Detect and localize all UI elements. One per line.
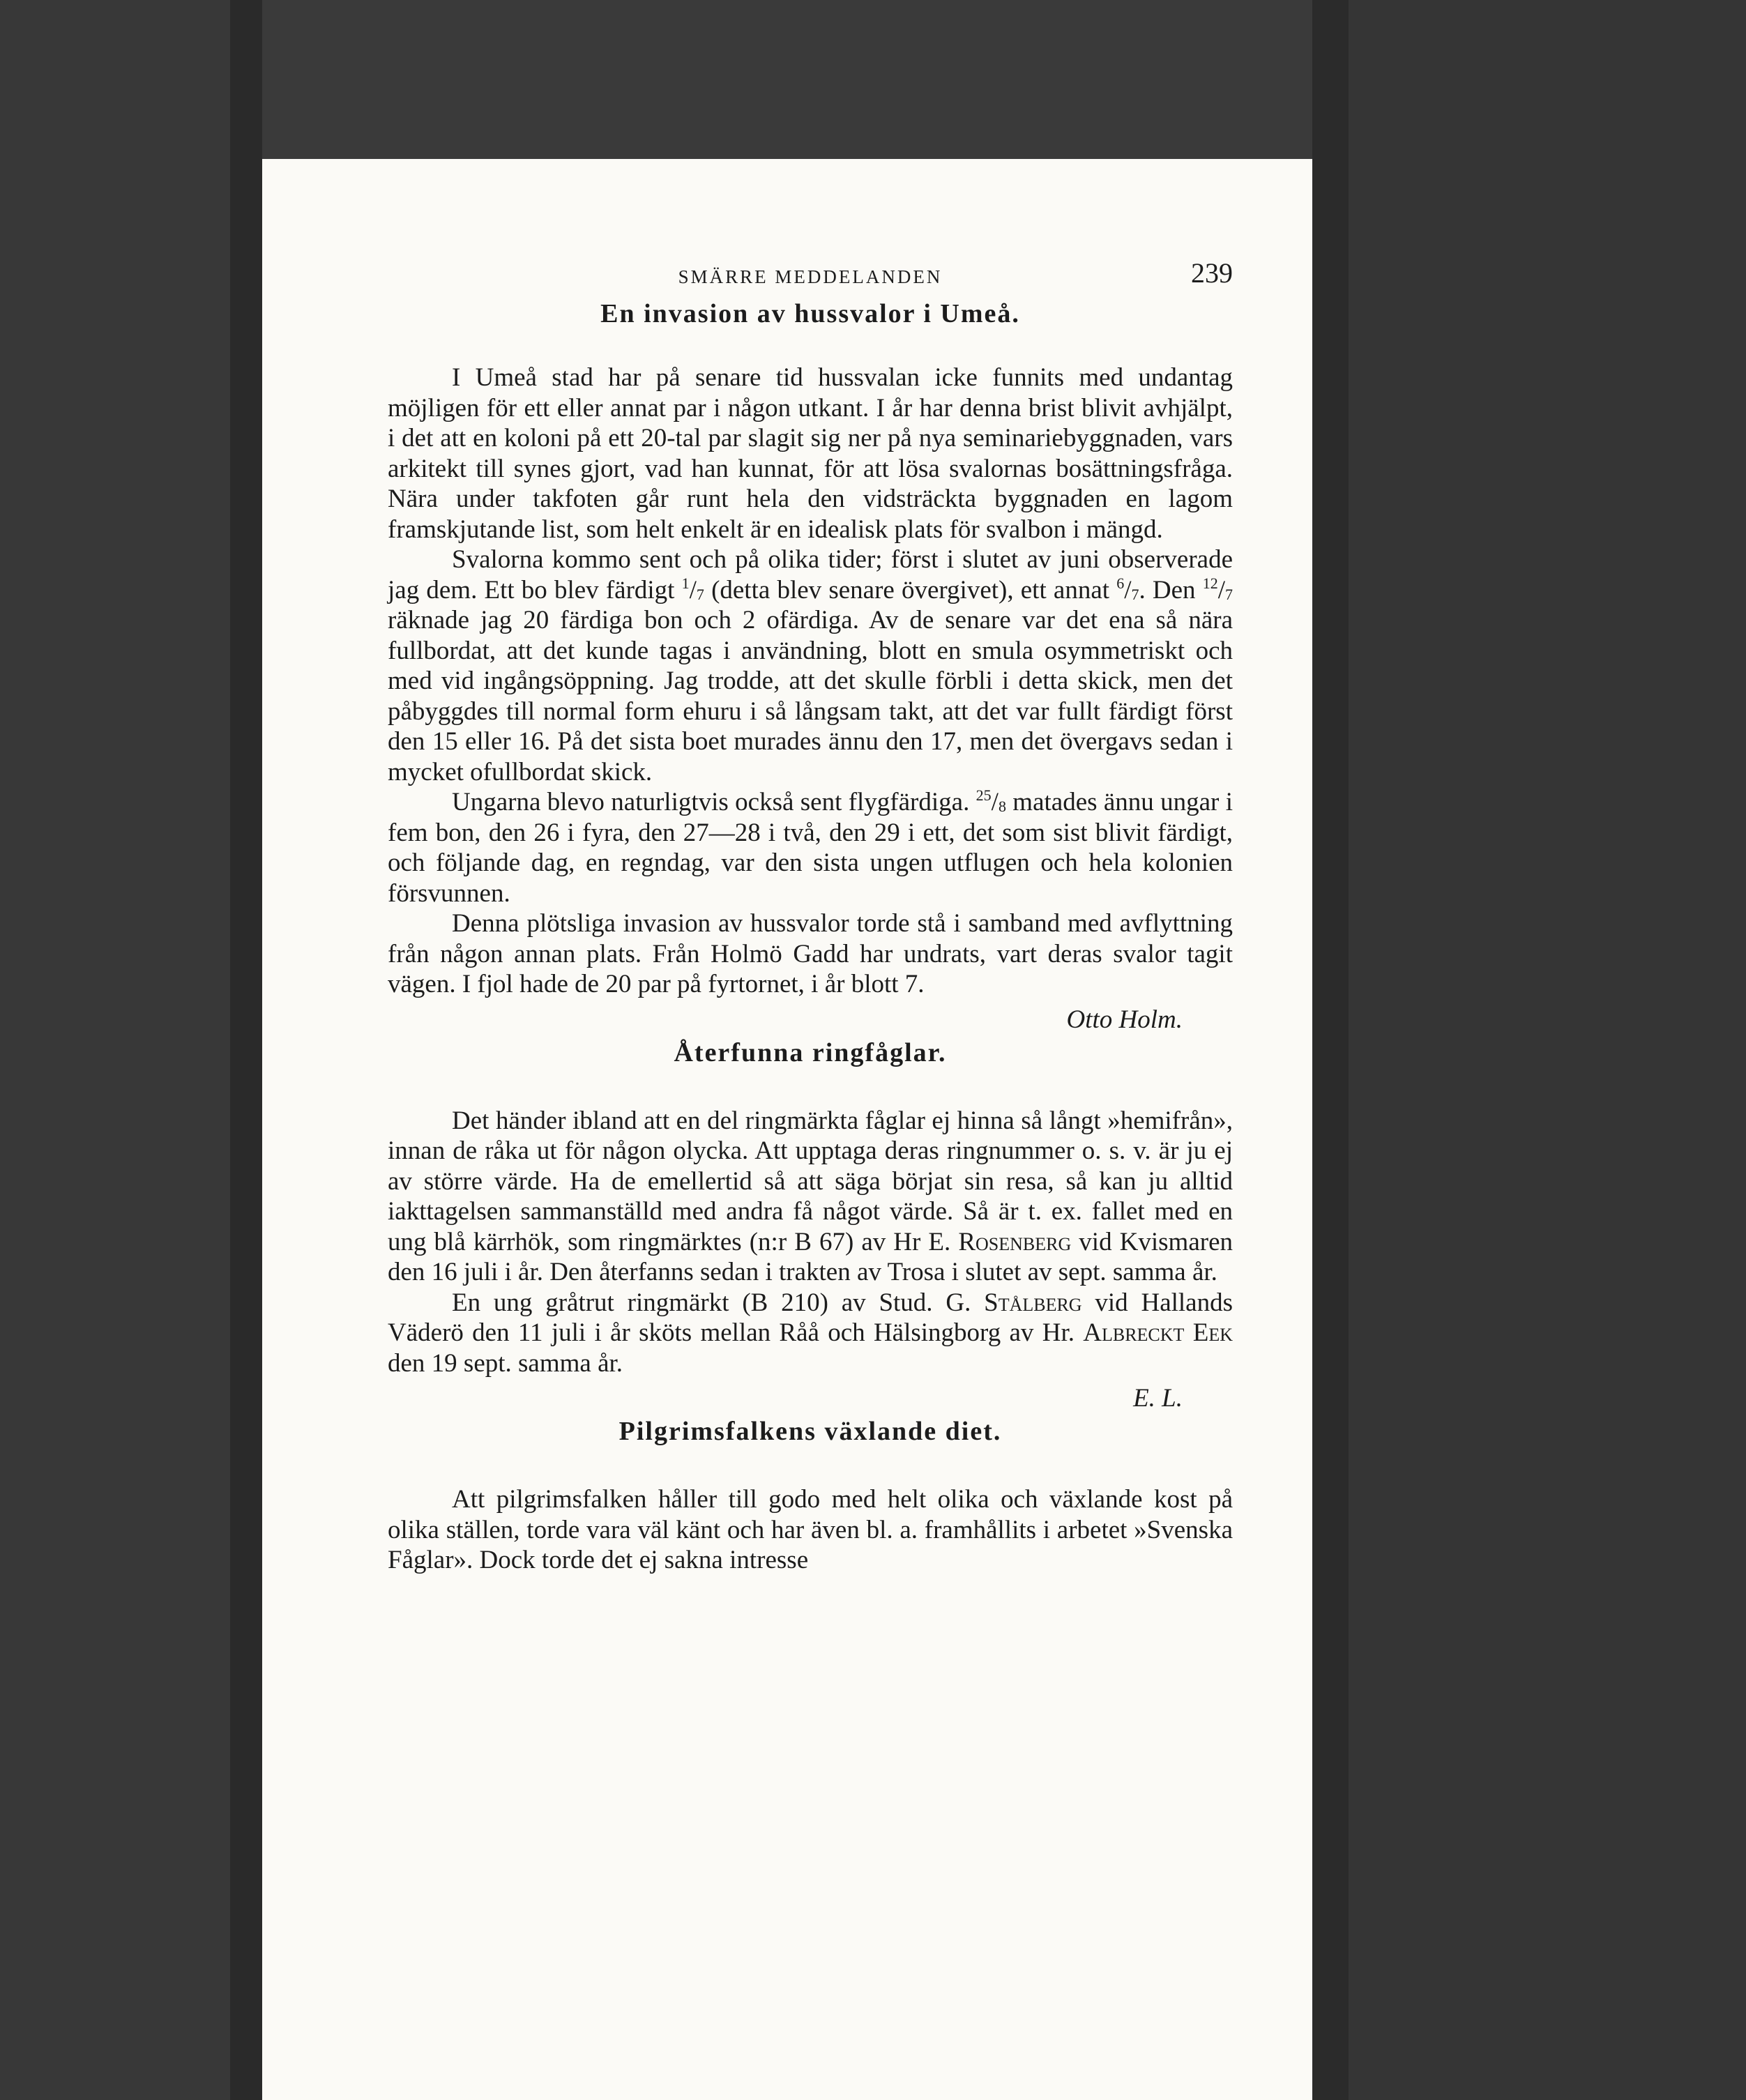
author-signature: E. L.: [1133, 1384, 1183, 1413]
scanner-shadow-left: [230, 0, 262, 2100]
paragraph: Ungarna blevo naturligtvis också sent flygfärdiga. $^{25}/_8$ matades ännu ungar i fem bon, den 26 i fyra, den 27—28 i två, den 29 i ett, det som sist blivit färdigt, och följande dag, en regndag, var den sista ungen utflugen och hela kolonien försvunnen.: [388, 786, 1233, 908]
document-page: [262, 159, 1312, 2100]
article-title: En invasion av hussvalor i Umeå.: [600, 299, 1020, 328]
article-pilgrimsfalk: [388, 1416, 1233, 1576]
paragraph: En ung gråtrut ringmärkt (B 210) av Stud. G. Stålberg vid Hallands Väderö den 11 juli i år sköts mellan Råå och Hälsingborg av Hr. Albreckt Eek den 19 sept. samma år.: [388, 1288, 1233, 1378]
scanner-background-left: [0, 0, 230, 2100]
paragraph: Att pilgrimsfalken håller till godo med helt olika och växlande kost på olika ställen, torde vara väl känt och har även bl. a. framhållits i arbetet »Svenska Fåglar». Dock torde det ej sakna intresse: [388, 1485, 1233, 1574]
article-hussvalor: [388, 298, 1233, 1037]
page-text-block: [388, 257, 1233, 1576]
person-name: Stålberg: [984, 1288, 1082, 1317]
running-head: [388, 257, 1233, 298]
paragraph: I Umeå stad har på senare tid hussvalan icke funnits med undantag möjligen för ett eller annat par i någon utkant. I år har denna brist blivit avhjälpt, i det att en koloni på ett 20-tal par slagit sig ner på nya seminariebyggnaden, vars arkitekt till synes gjort, vad han kunnat, för att lösa svalornas bosättningsfråga. Nära under takfoten går runt hela den vidsträckta byggnaden en lagom framskjutande list, som helt enkelt är en idealisk plats för svalbon i mängd.: [388, 363, 1233, 544]
page-number: 239: [1191, 257, 1233, 289]
paragraph: Denna plötsliga invasion av hussvalor torde stå i samband med avflyttning från någon annan plats. Från Holmö Gadd har undrats, vart deras svalor tagit vägen. I fjol hade de 20 par på fyrtornet, i år blott 7.: [388, 909, 1233, 998]
person-name: Albreckt Eek: [1083, 1318, 1233, 1347]
article-ringfaglar: [388, 1037, 1233, 1417]
article-body: [388, 1106, 1233, 1417]
running-title: SMÄRRE MEDDELANDEN: [678, 266, 943, 287]
author-signature: Otto Holm.: [1066, 1005, 1183, 1034]
article-body: [388, 1484, 1233, 1576]
person-name: Rosenberg: [958, 1227, 1072, 1256]
article-title: Återfunna ringfåglar.: [674, 1037, 947, 1067]
article-title: Pilgrimsfalkens växlande diet.: [618, 1417, 1002, 1446]
paragraph: Det händer ibland att en del ringmärkta fåglar ej hinna så långt »hemifrån», innan de råka ut för någon olycka. Att upptaga deras ringnummer o. s. v. är ju ej av större värde. Ha de emellertid så att säga börjat sin resa, så kan ju alltid iakttagelsen sammanställd med andra få något värde. Så är t. ex. fallet med en ung blå kärrhök, som ringmärktes (n:r B 67) av Hr E. Rosenberg vid Kvismaren den 16 juli i år. Den återfanns sedan i trakten av Trosa i slutet av sept. samma år.: [388, 1106, 1233, 1286]
scanner-shadow-right: [1312, 0, 1349, 2100]
paragraph: Svalorna kommo sent och på olika tider; först i slutet av juni observerade jag dem. Ett bo blev färdigt $^1/_7$ (detta blev senare övergivet), ett annat $^6/_7$. Den $^{12}/_7$ räknade jag 20 färdiga bon och 2 ofärdiga. Av de senare var det ena så nära fullbordat, att det kunde tagas i användning, blott en smula osymmetriskt och med vid ingångsöppning. Jag trodde, att det skulle förbli i detta skick, men det påbyggdes till normal form ehuru i så långsam takt, att det var fullt färdigt först den 15 eller 16. På det sista boet murades ännu den 17, men det övergavs sedan i mycket ofullbordat skick.: [388, 545, 1233, 786]
article-body: [388, 363, 1233, 1037]
scanner-background-right: [1349, 0, 1746, 2100]
